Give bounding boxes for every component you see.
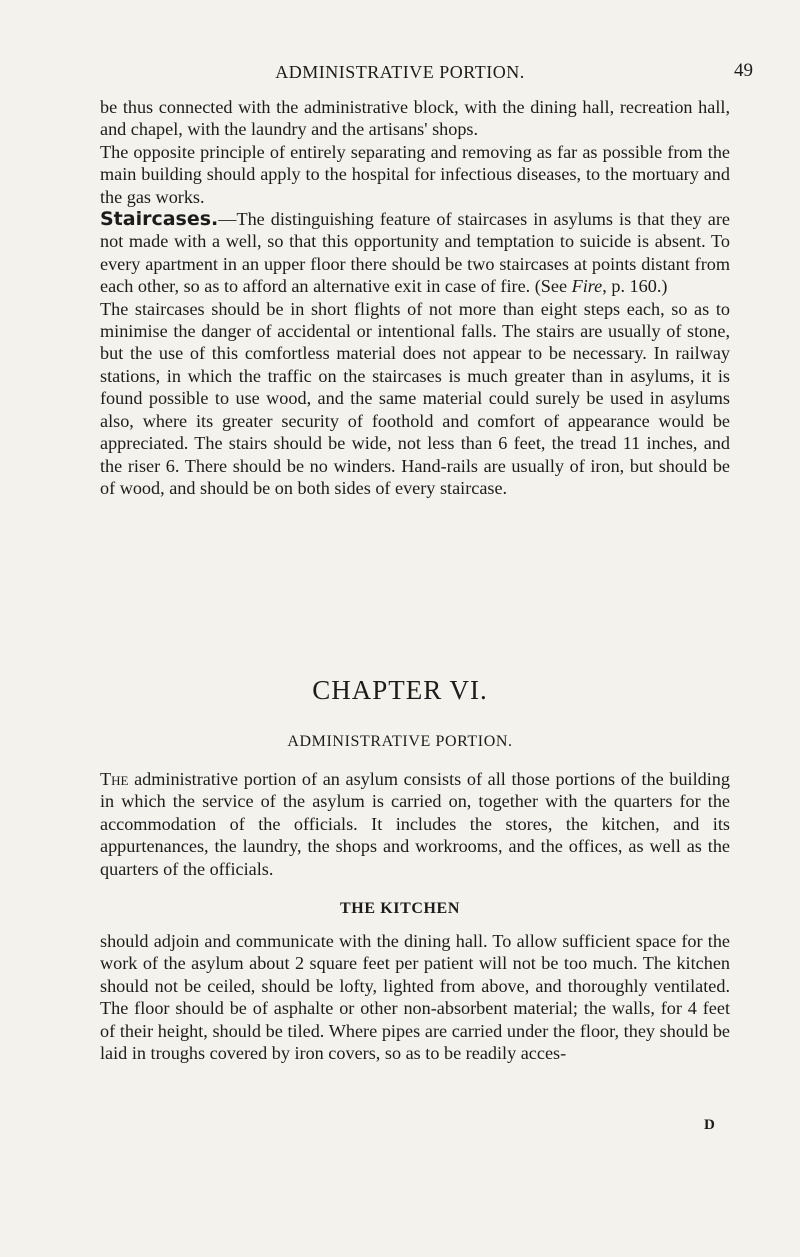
- paragraph-text: should adjoin and communicate with the dining hall. To allow sufficient space for the work of the asylum about 2 square feet per patient will not be too much. The kitchen should not be ceiled, should be lofty, lighted from above, and thoroughly ventilated. The floor should be of asphalte or other non-absorbent material; the walls, for 4 feet of their height, should be tiled. Where pipes are carried under the floor, they should be laid in troughs covered by iron covers, so as to be readily acces-: [100, 931, 730, 1064]
- paragraph: [100, 930, 730, 1064]
- paragraph-text: , p. 160.): [602, 276, 668, 297]
- signature-mark: D: [704, 1117, 715, 1133]
- administrative-intro: [100, 768, 730, 880]
- paragraph-text: The opposite principle of entirely separating and removing as far as possible from the main building should apply to the hospital for infectious diseases, to the mortuary and the gas works.: [100, 141, 730, 207]
- paragraph: [100, 768, 730, 880]
- paragraph-text: The staircases should be in short flights of not more than eight steps each, so as to minimise the danger of accidental or intentional falls. The stairs are usually of stone, but the use of this comfortless material does not appear to be necessary. In railway stations, in which the traffic on the staircases is much greater than in asylums, it is found possible to use wood, and the same material could surely be used in asylums also, where its greater security of foothold and comfort of appearance would be appreciated. The stairs should be wide, not less than 6 feet, the tread 11 inches, and the riser 6. There should be no winders. Hand-rails are usually of iron, but should be of wood, and should be on both sides of every staircase.: [100, 298, 730, 498]
- staircases-section: [100, 96, 730, 499]
- paragraph: [100, 96, 730, 141]
- paragraph-text: —The distinguishing feature of staircases in asylums is that they are not made with a well, so that this opportunity and temptation to suicide is absent. To every apartment in an upper floor there should be two staircases at points distant from each other, so as to afford an alternative exit in case of fire. (See: [100, 209, 730, 297]
- paragraph-text: administrative portion of an asylum consists of all those portions of the building in which the service of the asylum is carried on, together with the quarters for the accommodation of the officials. It includes the stores, the kitchen, and its appurtenances, the laundry, the shops and workrooms, and the offices, as well as the quarters of the officials.: [100, 769, 730, 879]
- kitchen-heading: THE KITCHEN: [340, 900, 460, 917]
- page-number: 49: [734, 60, 753, 81]
- chapter-subtitle: ADMINISTRATIVE PORTION.: [287, 733, 513, 750]
- running-head: ADMINISTRATIVE PORTION.: [275, 62, 525, 82]
- kitchen-section: [100, 930, 730, 1064]
- paragraph: [100, 208, 730, 298]
- paragraph-text: be thus connected with the administrative block, with the dining hall, recreation hall, and chapel, with the laundry and the artisans' shops.: [100, 97, 730, 140]
- paragraph: [100, 298, 730, 500]
- chapter-title: CHAPTER VI.: [312, 675, 488, 705]
- lead-word: The: [100, 769, 129, 789]
- staircases-sidehead: Staircases.: [100, 208, 219, 231]
- cross-reference: Fire: [571, 276, 603, 297]
- paragraph: [100, 141, 730, 208]
